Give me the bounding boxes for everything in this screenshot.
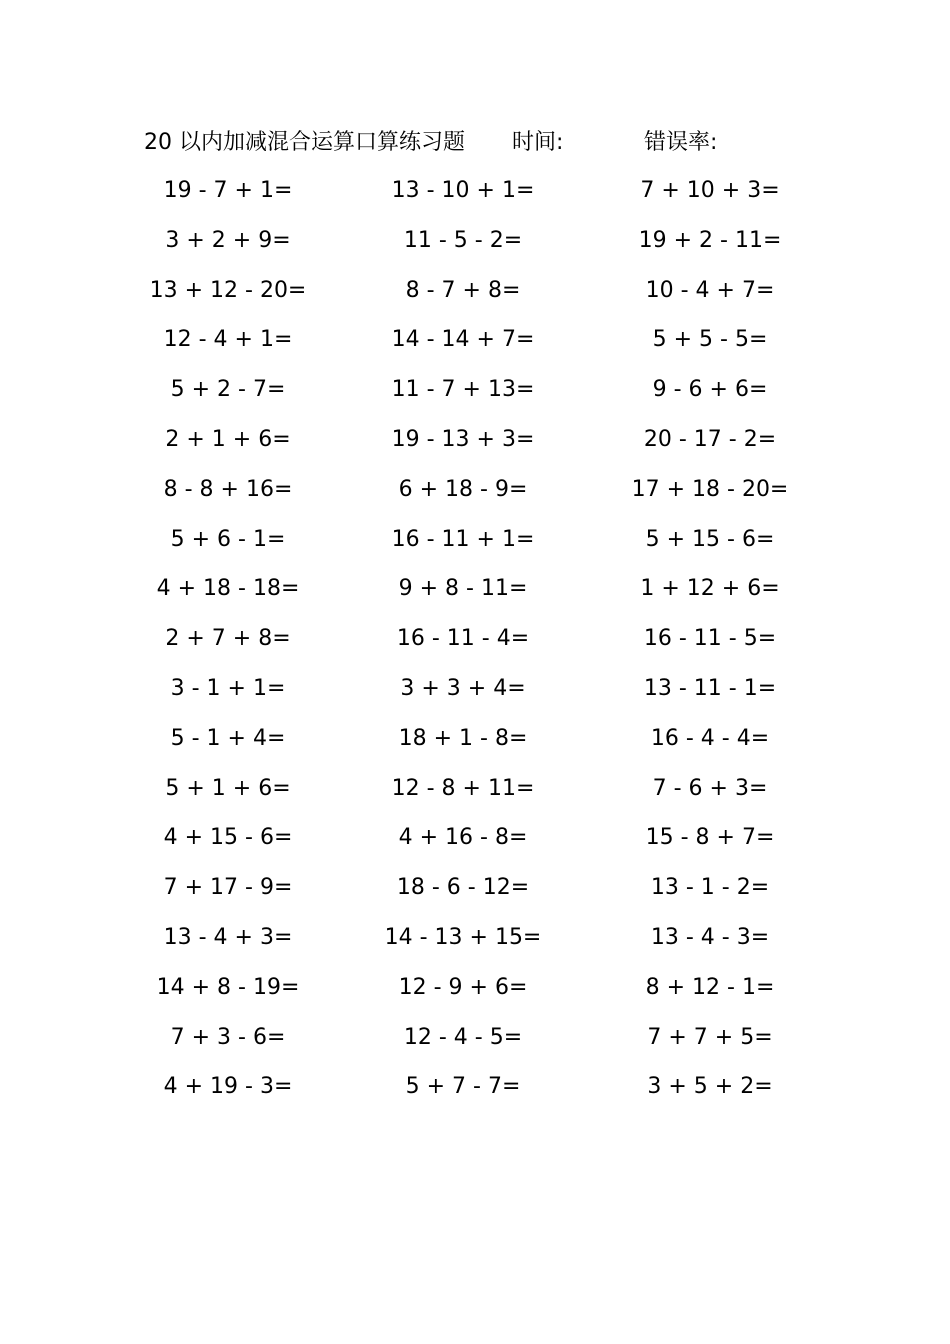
math-problem: 14 + 8 - 19= [156,974,300,1000]
math-problem: 7 + 3 - 6= [170,1024,286,1050]
problem-row [0,174,950,224]
math-problem: 19 - 13 + 3= [391,426,535,452]
math-problem: 19 - 7 + 1= [163,178,293,203]
math-problem: 7 - 6 + 3= [652,775,768,801]
math-problem: 5 - 1 + 4= [170,725,286,751]
math-problem: 16 - 11 - 4= [396,626,530,652]
math-problem: 5 + 15 - 6= [645,526,775,552]
problem-row [0,224,950,274]
math-problem: 11 - 5 - 2= [403,227,523,253]
math-problem: 5 + 7 - 7= [405,1074,521,1100]
math-problem: 14 - 13 + 15= [384,924,542,950]
math-problem: 13 - 11 - 1= [643,675,777,701]
worksheet-title: 20 以内加减混合运算口算练习题 [144,130,465,155]
math-problem: 2 + 7 + 8= [165,626,291,652]
math-problem: 5 + 6 - 1= [170,526,286,552]
math-problem: 3 + 5 + 2= [647,1074,773,1100]
problem-row [0,1021,950,1071]
math-problem: 10 - 4 + 7= [645,277,775,303]
math-problem: 2 + 1 + 6= [165,426,291,452]
math-problem: 4 + 19 - 3= [163,1074,293,1100]
math-problem: 13 + 12 - 20= [149,277,307,303]
math-problem: 16 - 11 - 5= [643,626,777,652]
math-problem: 3 - 1 + 1= [170,675,286,701]
math-problem: 12 - 9 + 6= [398,974,528,1000]
math-problem: 12 - 4 + 1= [163,327,293,353]
problem-row [0,921,950,971]
problem-row [0,722,950,772]
math-problem: 7 + 10 + 3= [640,178,780,203]
math-problem: 7 + 7 + 5= [647,1024,773,1050]
math-problem: 14 - 14 + 7= [391,327,535,353]
problem-row [0,871,950,921]
math-problem: 6 + 18 - 9= [398,476,528,502]
math-problem: 17 + 18 - 20= [631,476,789,502]
problem-row [0,523,950,573]
problem-row [0,323,950,373]
problem-row [0,772,950,822]
math-problem: 5 + 2 - 7= [170,377,286,403]
problem-row [0,423,950,473]
math-problem: 18 + 1 - 8= [398,725,528,751]
math-problem: 3 + 2 + 9= [165,227,291,253]
problem-row [0,473,950,523]
math-problem: 13 - 4 + 3= [163,924,293,950]
math-problem: 12 - 8 + 11= [391,775,535,801]
math-problem: 1 + 12 + 6= [640,576,780,602]
math-problem: 16 - 11 + 1= [391,526,535,552]
math-problem: 4 + 18 - 18= [156,576,300,602]
problem-row [0,274,950,324]
math-problem: 11 - 7 + 13= [391,377,535,403]
math-problem: 15 - 8 + 7= [645,825,775,851]
math-problem: 8 + 12 - 1= [645,974,775,1000]
math-problem: 12 - 4 - 5= [403,1024,523,1050]
problem-row [0,971,950,1021]
math-problem: 3 + 3 + 4= [400,675,526,701]
math-problem: 19 + 2 - 11= [638,227,782,253]
math-problem: 7 + 17 - 9= [163,875,293,901]
math-problem: 18 - 6 - 12= [396,875,530,901]
time-label: 时间: [512,130,564,155]
problem-row [0,672,950,722]
problem-row [0,373,950,423]
problem-row [0,622,950,672]
math-problem: 5 + 5 - 5= [652,327,768,353]
math-problem: 13 - 4 - 3= [650,924,770,950]
problem-row [0,821,950,871]
math-problem: 4 + 16 - 8= [398,825,528,851]
problem-grid [0,174,950,1120]
math-problem: 9 - 6 + 6= [652,377,768,403]
math-problem: 9 + 8 - 11= [398,576,528,602]
worksheet-header [0,126,950,160]
error-rate-label: 错误率: [644,130,718,155]
problem-row [0,572,950,622]
math-problem: 16 - 4 - 4= [650,725,770,751]
math-problem: 20 - 17 - 2= [643,426,777,452]
math-problem: 13 - 10 + 1= [391,178,535,203]
problem-row [0,1070,950,1120]
math-problem: 5 + 1 + 6= [165,775,291,801]
math-problem: 8 - 7 + 8= [405,277,521,303]
math-problem: 4 + 15 - 6= [163,825,293,851]
math-problem: 13 - 1 - 2= [650,875,770,901]
math-problem: 8 - 8 + 16= [163,476,293,502]
